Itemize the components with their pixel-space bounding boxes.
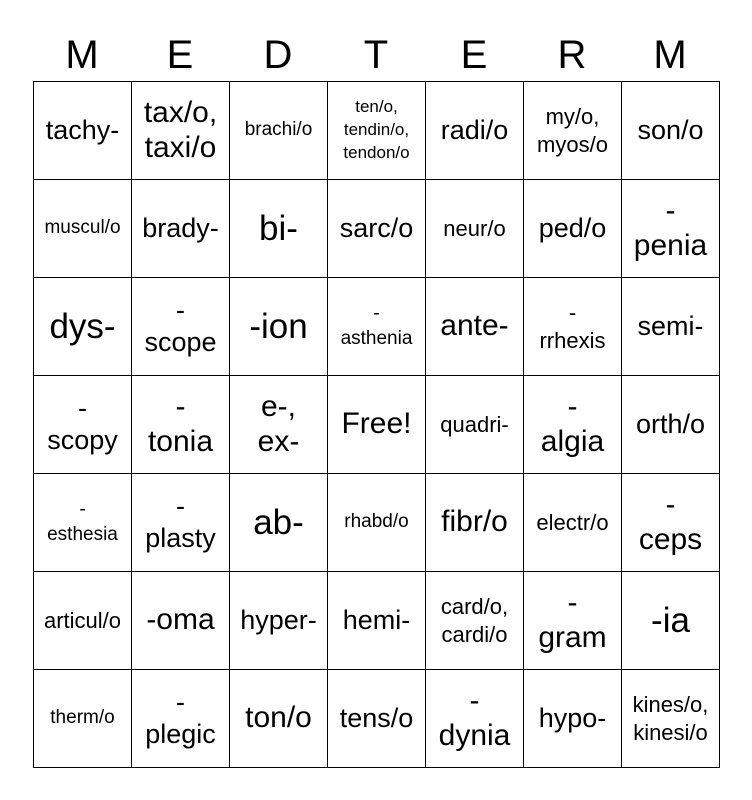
bingo-cell[interactable] [230, 180, 328, 278]
bingo-cell[interactable] [622, 474, 720, 572]
header-letter-m2: M [653, 33, 687, 77]
cell-text: son/o [637, 114, 704, 145]
bingo-cell[interactable] [328, 474, 426, 572]
bingo-board [33, 81, 720, 768]
bingo-cell[interactable] [426, 278, 524, 376]
cell-text: Free! [341, 407, 412, 441]
cell-text: semi- [637, 310, 704, 341]
bingo-cell[interactable] [524, 180, 622, 278]
cell-text: - plegic [145, 687, 216, 749]
bingo-cell[interactable] [328, 180, 426, 278]
header-letter-t: T [363, 33, 389, 77]
bingo-cell[interactable] [524, 572, 622, 670]
cell-text: kines/o, kinesi/o [632, 692, 709, 745]
cell-text: neur/o [443, 215, 506, 241]
bingo-cell[interactable] [132, 82, 230, 180]
cell-text: bi- [259, 208, 298, 248]
bingo-cell[interactable] [328, 572, 426, 670]
cell-text: electr/o [536, 509, 609, 535]
bingo-cell[interactable] [34, 278, 132, 376]
cell-text: - scope [144, 295, 217, 357]
cell-text: - tonia [147, 390, 214, 458]
bingo-cell[interactable] [622, 180, 720, 278]
cell-text: rhabd/o [344, 511, 409, 533]
bingo-cell[interactable] [622, 82, 720, 180]
cell-text: card/o, cardi/o [440, 594, 509, 647]
cell-text: articul/o [43, 607, 122, 633]
bingo-cell[interactable] [34, 474, 132, 572]
bingo-cell[interactable] [622, 376, 720, 474]
cell-text: - dynia [438, 684, 511, 752]
cell-text: ped/o [538, 212, 607, 243]
cell-text: -oma [146, 603, 215, 637]
cell-text: hypo- [538, 702, 607, 733]
cell-text: - ceps [638, 488, 703, 556]
cell-text: fibr/o [441, 505, 508, 539]
cell-text: my/o, myos/o [537, 104, 608, 157]
cell-text: ante- [440, 309, 509, 343]
cell-text: tens/o [339, 702, 414, 733]
bingo-cell[interactable] [524, 82, 622, 180]
cell-text: - scopy [47, 393, 118, 455]
bingo-cell[interactable] [524, 670, 622, 768]
header-letter-e1: E [166, 33, 194, 77]
cell-text: - esthesia [47, 498, 118, 545]
bingo-header [33, 30, 719, 80]
cell-text: -ia [651, 600, 690, 640]
bingo-cell[interactable] [426, 180, 524, 278]
bingo-cell[interactable] [328, 670, 426, 768]
cell-text: ten/o, tendin/o, tendon/o [343, 97, 410, 162]
cell-text: - gram [538, 586, 607, 654]
bingo-cell[interactable] [34, 572, 132, 670]
bingo-cell[interactable] [622, 572, 720, 670]
bingo-cell[interactable] [622, 278, 720, 376]
bingo-cell[interactable] [132, 376, 230, 474]
bingo-cell[interactable] [230, 670, 328, 768]
header-letter-d: D [263, 33, 293, 77]
bingo-cell[interactable] [132, 474, 230, 572]
cell-text: - penia [633, 194, 708, 262]
free-space[interactable] [328, 376, 426, 474]
bingo-cell[interactable] [230, 474, 328, 572]
cell-text: hyper- [240, 604, 317, 635]
bingo-cell[interactable] [328, 278, 426, 376]
bingo-cell[interactable] [524, 474, 622, 572]
bingo-cell[interactable] [34, 670, 132, 768]
cell-text: tax/o, taxi/o [143, 96, 218, 164]
cell-text: ton/o [245, 701, 312, 735]
bingo-cell[interactable] [132, 572, 230, 670]
cell-text: brachi/o [244, 119, 313, 141]
bingo-cell[interactable] [230, 376, 328, 474]
bingo-cell[interactable] [34, 376, 132, 474]
cell-text: -ion [249, 306, 308, 346]
cell-text: therm/o [50, 707, 115, 729]
bingo-cell[interactable] [622, 670, 720, 768]
cell-text: - algia [540, 390, 605, 458]
cell-text: - asthenia [340, 302, 413, 349]
cell-text: dys- [49, 306, 116, 346]
bingo-cell[interactable] [132, 670, 230, 768]
bingo-cell[interactable] [426, 82, 524, 180]
cell-text: sarc/o [339, 212, 414, 243]
bingo-cell[interactable] [34, 180, 132, 278]
cell-text: tachy- [45, 114, 120, 145]
cell-text: brady- [142, 212, 219, 243]
bingo-cell[interactable] [426, 572, 524, 670]
bingo-cell[interactable] [426, 474, 524, 572]
bingo-cell[interactable] [230, 278, 328, 376]
header-letter-e2: E [460, 33, 488, 77]
cell-text: quadri- [440, 411, 509, 437]
bingo-cell[interactable] [230, 572, 328, 670]
bingo-cell[interactable] [34, 82, 132, 180]
header-letter-m1: M [65, 33, 99, 77]
bingo-cell[interactable] [426, 376, 524, 474]
cell-text: - plasty [145, 491, 216, 553]
bingo-cell[interactable] [524, 278, 622, 376]
bingo-cell[interactable] [132, 278, 230, 376]
cell-text: ab- [253, 502, 304, 542]
cell-text: orth/o [635, 408, 706, 439]
cell-text: e-, ex- [257, 390, 300, 458]
bingo-cell[interactable] [524, 376, 622, 474]
cell-text: hemi- [342, 604, 411, 635]
cell-text: - rrhexis [539, 300, 606, 353]
bingo-cell[interactable] [230, 82, 328, 180]
cell-text: muscul/o [44, 217, 121, 239]
bingo-cell[interactable] [426, 670, 524, 768]
cell-text: radi/o [440, 114, 509, 145]
bingo-cell[interactable] [328, 82, 426, 180]
bingo-cell[interactable] [132, 180, 230, 278]
header-letter-r: R [557, 33, 587, 77]
